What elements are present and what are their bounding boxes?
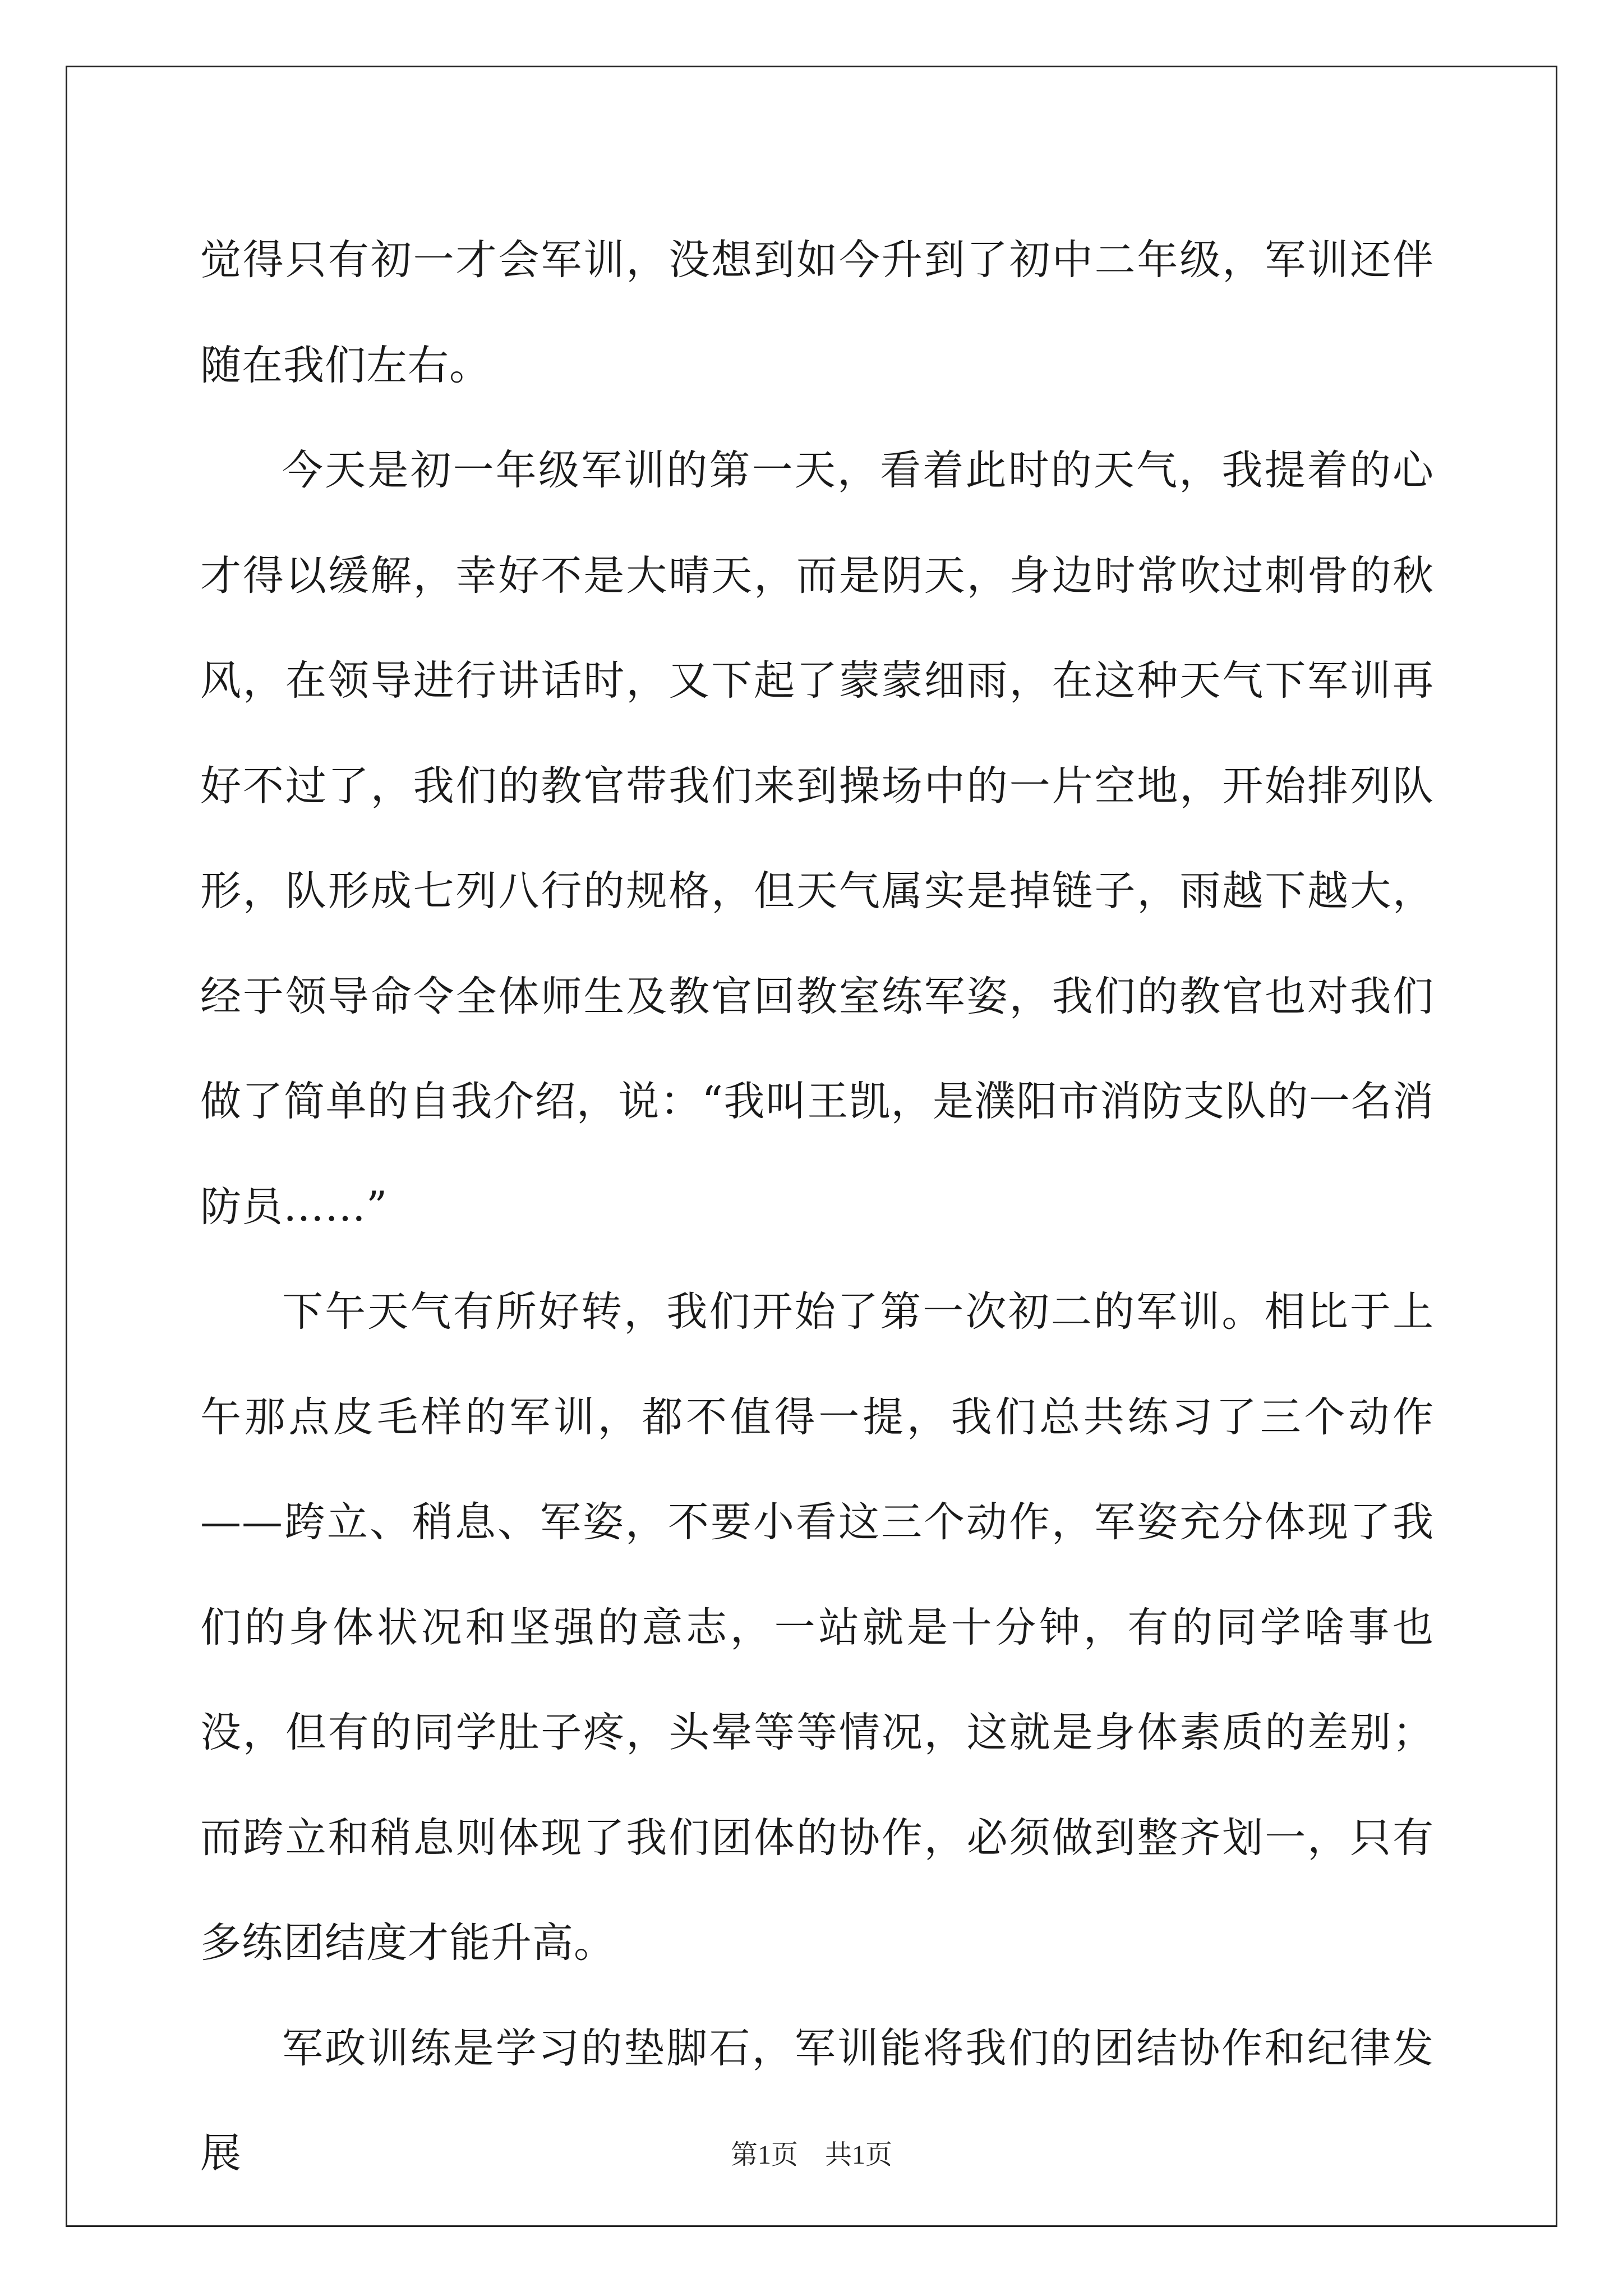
- paragraph-2: 今天是初一年级军训的第一天，看着此时的天气，我提着的心才得以缓解，幸好不是大晴天，而是阴天，身边时常吹过刺骨的秋风，在领导进行讲话时，又下起了蒙蒙细雨，在这种天气下军训再好不过了，我们的教官带我们来到操场中的一片空地，开始排列队形，队形成七列八行的规格，但天气属实是掉链子，雨越下越大，经于领导命令全体师生及教官回教室练军姿，我们的教官也对我们做了简单的自我介绍，说：“我叫王凯，是濮阳市消防支队的一名消防员……”: [200, 447, 1434, 1231]
- page-number-total: 共1页: [825, 2140, 893, 2170]
- paragraph-1: 觉得只有初一才会军训，没想到如今升到了初中二年级，军训还伴随在我们左右。: [200, 236, 1434, 389]
- page-footer: [0, 2133, 1623, 2171]
- paragraph-3: 下午天气有所好转，我们开始了第一次初二的军训。相比于上午那点皮毛样的军训，都不值得一提，我们总共练习了三个动作——跨立、稍息、军姿，不要小看这三个动作，军姿充分体现了我们的身体状况和坚强的意志，一站就是十分钟，有的同学啥事也没，但有的同学肚子疼，头晕等等情况，这就是身体素质的差别；而跨立和稍息则体现了我们团体的协作，必须做到整齐划一，只有多练团结度才能升高。: [200, 1288, 1434, 1967]
- page-number-current: 第1页: [730, 2140, 798, 2170]
- paragraph-4: 军政训练是学习的垫脚石，军训能将我们的团结协作和纪律发展: [200, 2024, 1434, 2177]
- document-body: [200, 208, 1434, 2206]
